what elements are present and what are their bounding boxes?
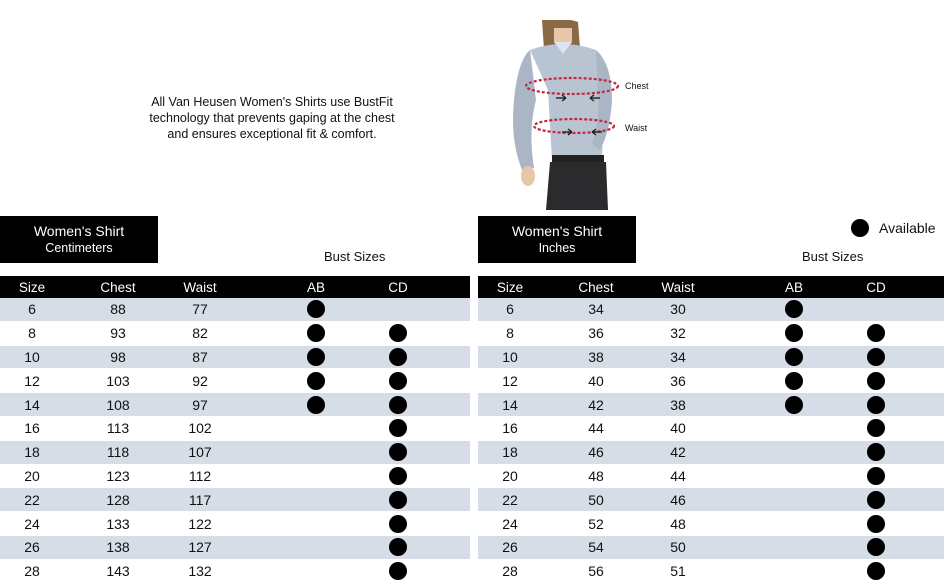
table-header — [478, 276, 944, 298]
chart-title: Women's Shirt — [33, 223, 125, 239]
cell-ab — [286, 536, 346, 559]
cell-cd — [368, 488, 428, 511]
cell-chest: 54 — [588, 539, 604, 556]
column-header: Chest — [100, 279, 136, 295]
waist-label: Waist — [625, 123, 648, 133]
available-dot-icon — [389, 515, 407, 533]
available-dot-icon — [867, 562, 885, 580]
cell-chest: 133 — [106, 515, 130, 532]
cell-cd — [846, 298, 906, 321]
table-row — [478, 441, 944, 465]
table-row — [0, 512, 470, 536]
cell-size: 26 — [502, 539, 518, 556]
cell-waist: 117 — [188, 491, 212, 508]
cell-waist: 127 — [188, 539, 212, 556]
available-dot-icon — [867, 396, 885, 414]
table-row — [478, 346, 944, 370]
cell-cd — [846, 417, 906, 440]
cell-size: 16 — [502, 420, 518, 437]
cell-chest: 38 — [588, 348, 604, 365]
cell-size: 20 — [502, 467, 518, 484]
table-row — [0, 417, 470, 441]
cell-ab — [764, 441, 824, 464]
available-dot-icon — [389, 419, 407, 437]
cell-waist: 30 — [670, 301, 686, 318]
bust-sizes-label: Bust Sizes — [802, 249, 864, 264]
cell-waist: 36 — [670, 372, 686, 389]
table-row — [0, 322, 470, 346]
cell-chest: 98 — [110, 348, 126, 365]
cell-cd — [368, 441, 428, 464]
cell-size: 28 — [502, 563, 518, 580]
cell-ab — [764, 369, 824, 392]
cell-chest: 118 — [106, 444, 130, 461]
cell-chest: 46 — [588, 444, 604, 461]
cell-cd — [846, 322, 906, 345]
cell-ab — [286, 465, 346, 488]
cell-cd — [368, 346, 428, 369]
available-dot-icon — [389, 467, 407, 485]
cell-size: 6 — [28, 301, 36, 318]
cell-chest: 108 — [106, 396, 130, 413]
cell-chest: 113 — [106, 420, 130, 437]
cell-waist: 97 — [192, 396, 208, 413]
cell-waist: 92 — [192, 372, 208, 389]
cell-ab — [286, 346, 346, 369]
chart-title-box — [478, 216, 636, 263]
cell-waist: 82 — [192, 325, 208, 342]
cell-waist: 77 — [192, 301, 208, 318]
cell-ab — [764, 322, 824, 345]
available-dot-icon — [785, 300, 803, 318]
table-header — [0, 276, 470, 298]
cell-ab — [764, 488, 824, 511]
cell-chest: 40 — [588, 372, 604, 389]
cell-ab — [286, 512, 346, 535]
cell-ab — [764, 536, 824, 559]
cell-waist: 48 — [670, 515, 686, 532]
cell-cd — [368, 393, 428, 416]
table-row — [478, 393, 944, 417]
table-row — [478, 560, 944, 584]
cell-size: 24 — [24, 515, 40, 532]
table-row — [0, 441, 470, 465]
table-row — [0, 536, 470, 560]
cell-chest: 44 — [588, 420, 604, 437]
cell-chest: 93 — [110, 325, 126, 342]
cell-cd — [368, 465, 428, 488]
cell-size: 10 — [502, 348, 518, 365]
cell-cd — [846, 465, 906, 488]
available-dot-icon — [867, 348, 885, 366]
cell-ab — [286, 417, 346, 440]
cell-size: 28 — [24, 563, 40, 580]
available-dot-icon — [785, 324, 803, 342]
cell-cd — [368, 417, 428, 440]
chart-title: Women's Shirt — [511, 223, 603, 239]
intro-line-3: and ensures exceptional fit & comfort. — [167, 127, 377, 141]
available-dot-icon — [785, 396, 803, 414]
cell-cd — [846, 441, 906, 464]
cell-size: 12 — [24, 372, 40, 389]
cell-size: 8 — [506, 325, 514, 342]
column-header: AB — [784, 279, 803, 295]
table-row — [0, 560, 470, 584]
cell-cd — [368, 536, 428, 559]
cell-size: 20 — [24, 467, 40, 484]
available-dot-icon — [307, 300, 325, 318]
available-dot-icon — [389, 396, 407, 414]
available-dot-icon — [867, 419, 885, 437]
table-row — [478, 322, 944, 346]
table-row — [478, 465, 944, 489]
cell-waist: 87 — [192, 348, 208, 365]
cell-waist: 122 — [188, 515, 212, 532]
cell-waist: 107 — [188, 444, 212, 461]
available-dot-icon — [307, 372, 325, 390]
cell-size: 10 — [24, 348, 40, 365]
available-dot-icon — [389, 324, 407, 342]
size-table — [0, 276, 470, 584]
available-dot-icon — [867, 443, 885, 461]
table-row — [478, 536, 944, 560]
intro-line-2: technology that prevents gaping at the chest — [149, 111, 395, 125]
cell-size: 22 — [24, 491, 40, 508]
model-illustration — [500, 20, 660, 210]
cell-cd — [368, 369, 428, 392]
bust-sizes-label: Bust Sizes — [324, 249, 386, 264]
column-header: Waist — [661, 279, 695, 295]
available-dot-icon — [389, 491, 407, 509]
cell-chest: 50 — [588, 491, 604, 508]
table-row — [478, 512, 944, 536]
cell-waist: 42 — [670, 444, 686, 461]
cell-chest: 34 — [588, 301, 604, 318]
table-row — [478, 369, 944, 393]
size-table — [478, 276, 944, 584]
cell-ab — [764, 393, 824, 416]
cell-ab — [286, 488, 346, 511]
cell-chest: 123 — [106, 467, 130, 484]
cell-chest: 56 — [588, 563, 604, 580]
cell-size: 14 — [24, 396, 40, 413]
cell-size: 8 — [28, 325, 36, 342]
cell-ab — [764, 298, 824, 321]
cell-waist: 112 — [188, 467, 212, 484]
cell-waist: 46 — [670, 491, 686, 508]
available-dot-icon — [389, 538, 407, 556]
cell-cd — [846, 536, 906, 559]
cell-size: 26 — [24, 539, 40, 556]
cell-size: 18 — [24, 444, 40, 461]
column-header: AB — [306, 279, 325, 295]
available-dot-icon — [867, 515, 885, 533]
cell-cd — [368, 560, 428, 583]
cell-waist: 102 — [188, 420, 212, 437]
cell-waist: 50 — [670, 539, 686, 556]
table-row — [0, 488, 470, 512]
cell-ab — [764, 417, 824, 440]
column-header: Chest — [578, 279, 614, 295]
cell-waist: 32 — [670, 325, 686, 342]
cell-size: 22 — [502, 491, 518, 508]
available-dot-icon — [867, 372, 885, 390]
cell-ab — [286, 369, 346, 392]
cell-cd — [846, 560, 906, 583]
column-header: CD — [388, 279, 408, 295]
table-row — [0, 369, 470, 393]
cell-chest: 52 — [588, 515, 604, 532]
cell-cd — [846, 488, 906, 511]
cell-size: 14 — [502, 396, 518, 413]
cell-waist: 44 — [670, 467, 686, 484]
chart-unit: Inches — [538, 241, 576, 255]
table-row — [0, 393, 470, 417]
cell-cd — [368, 322, 428, 345]
available-dot-icon — [785, 348, 803, 366]
cell-chest: 103 — [106, 372, 130, 389]
cell-cd — [368, 298, 428, 321]
cell-cd — [846, 393, 906, 416]
column-header: Waist — [183, 279, 217, 295]
chart-unit: Centimeters — [45, 241, 113, 255]
cell-size: 12 — [502, 372, 518, 389]
cell-size: 18 — [502, 444, 518, 461]
legend-label: Available — [879, 220, 936, 236]
intro-line-1: All Van Heusen Women's Shirts use BustFit — [151, 95, 393, 109]
available-dot-icon — [307, 324, 325, 342]
cell-waist: 132 — [188, 563, 212, 580]
column-header: CD — [866, 279, 886, 295]
cell-size: 16 — [24, 420, 40, 437]
available-dot-icon — [307, 396, 325, 414]
cell-ab — [286, 322, 346, 345]
cell-chest: 88 — [110, 301, 126, 318]
table-row — [478, 298, 944, 322]
table-row — [478, 488, 944, 512]
intro-text — [112, 94, 432, 142]
available-dot-icon — [851, 219, 869, 237]
chart-title-box — [0, 216, 158, 263]
available-dot-icon — [389, 372, 407, 390]
available-dot-icon — [389, 562, 407, 580]
available-dot-icon — [867, 538, 885, 556]
cell-chest: 128 — [106, 491, 130, 508]
cell-chest: 42 — [588, 396, 604, 413]
cell-ab — [764, 560, 824, 583]
cell-ab — [764, 512, 824, 535]
chest-label: Chest — [625, 81, 649, 91]
cell-ab — [286, 393, 346, 416]
cell-waist: 51 — [670, 563, 686, 580]
cell-size: 24 — [502, 515, 518, 532]
available-dot-icon — [785, 372, 803, 390]
shirt-figure-image — [500, 20, 660, 210]
cell-ab — [286, 441, 346, 464]
available-dot-icon — [867, 491, 885, 509]
cell-chest: 138 — [106, 539, 130, 556]
table-row — [478, 417, 944, 441]
cell-cd — [846, 346, 906, 369]
cell-cd — [368, 512, 428, 535]
cell-waist: 34 — [670, 348, 686, 365]
table-row — [0, 346, 470, 370]
column-header: Size — [18, 279, 46, 295]
table-row — [0, 465, 470, 489]
cell-ab — [764, 465, 824, 488]
column-header: Size — [496, 279, 524, 295]
cell-cd — [846, 512, 906, 535]
cell-ab — [764, 346, 824, 369]
available-dot-icon — [307, 348, 325, 366]
cell-cd — [846, 369, 906, 392]
cell-ab — [286, 560, 346, 583]
available-dot-icon — [867, 324, 885, 342]
available-dot-icon — [389, 443, 407, 461]
cell-ab — [286, 298, 346, 321]
availability-legend — [851, 218, 936, 238]
cell-chest: 48 — [588, 467, 604, 484]
table-row — [0, 298, 470, 322]
cell-size: 6 — [506, 301, 514, 318]
available-dot-icon — [389, 348, 407, 366]
cell-chest: 143 — [106, 563, 130, 580]
cell-waist: 38 — [670, 396, 686, 413]
cell-waist: 40 — [670, 420, 686, 437]
cell-chest: 36 — [588, 325, 604, 342]
available-dot-icon — [867, 467, 885, 485]
